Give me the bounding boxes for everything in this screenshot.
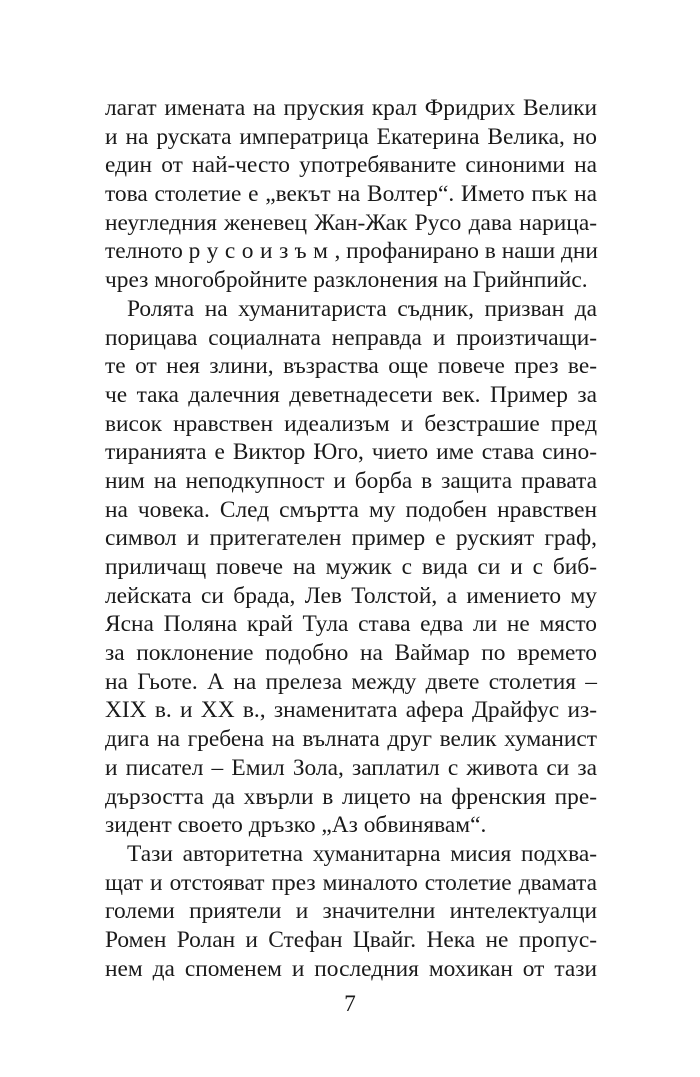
text-line: и писател – Емил Зола, заплатил с живота си за	[105, 754, 597, 781]
text-line: нем да споменем и последния мохикан от тази	[105, 955, 597, 982]
text-line: порицава социалната неправда и произтичащи-	[105, 324, 597, 351]
text-line: за поклонение подобно на Ваймар по времето	[105, 640, 597, 667]
text-line: висок нравствен идеализъм и безстрашие пред	[105, 410, 597, 437]
text-line: дързостта да хвърли в лицето на френския пре-	[105, 783, 597, 810]
text-line: на човека. След смъртта му подобен нравствен	[105, 496, 597, 523]
text-line	[105, 237, 597, 266]
text-line: лейската си брада, Лев Толстой, а имението му	[105, 582, 597, 609]
text-line: ним на неподкупност и борба в защита правата	[105, 467, 597, 494]
text-line: зидент своето дръзко „Аз обвинявам“.	[105, 812, 487, 839]
text-line: щат и отстояват през миналото столетие двамата	[105, 869, 597, 896]
text-line: приличащ повече на мужик с вида си и с биб-	[105, 554, 597, 580]
text-line: Ромен Ролан и Стефан Цвайг. Нека не пропус-	[105, 926, 597, 953]
text-line: символ и притегателен пример е руският граф,	[105, 525, 597, 552]
text-line: на Гьоте. А на прелеза между двете столетия –	[105, 668, 597, 695]
text-line: XIX в. и XX в., знаменитата афера Драйфус из-	[105, 697, 597, 724]
text-line: те от нея злини, възраства още повече през ве-	[105, 353, 597, 380]
text-line: лагат имената на пруския крал Фридрих Велики	[105, 95, 597, 121]
text-line: и на руската императрица Екатерина Велика, но	[105, 123, 597, 150]
text-segment: телното	[105, 238, 189, 265]
text-line: тиранията е Виктор Юго, чието име става сино-	[105, 439, 597, 466]
spaced-term: русоизъм	[188, 238, 335, 265]
page-number: 7	[344, 991, 356, 1017]
text-line: Ясна Поляна край Тула става едва ли не място	[105, 611, 597, 638]
text-line: Тази авторитетна хуманитарна мисия подхва-	[127, 840, 597, 867]
text-line: неугледния женевец Жан-Жак Русо дава нарица-	[105, 209, 597, 236]
text-line: това столетие е „векът на Волтер“. Името пък на	[105, 181, 597, 208]
text-line: че така далечния деветнадесети век. Пример за	[105, 381, 597, 408]
text-line: един от най-често употребяваните синоними на	[105, 152, 597, 179]
text-line: Ролята на хуманитариста съдник, призван да	[127, 295, 597, 322]
text-line: чрез многобройните разклонения на Грийнпийс.	[105, 267, 588, 294]
text-line: дига на гребена на вълната друг велик хуманист	[105, 726, 597, 753]
text-segment: , профанирано в наши дни	[334, 238, 598, 265]
body-text	[105, 94, 597, 983]
text-line: големи приятели и значителни интелектуалци	[105, 898, 597, 925]
